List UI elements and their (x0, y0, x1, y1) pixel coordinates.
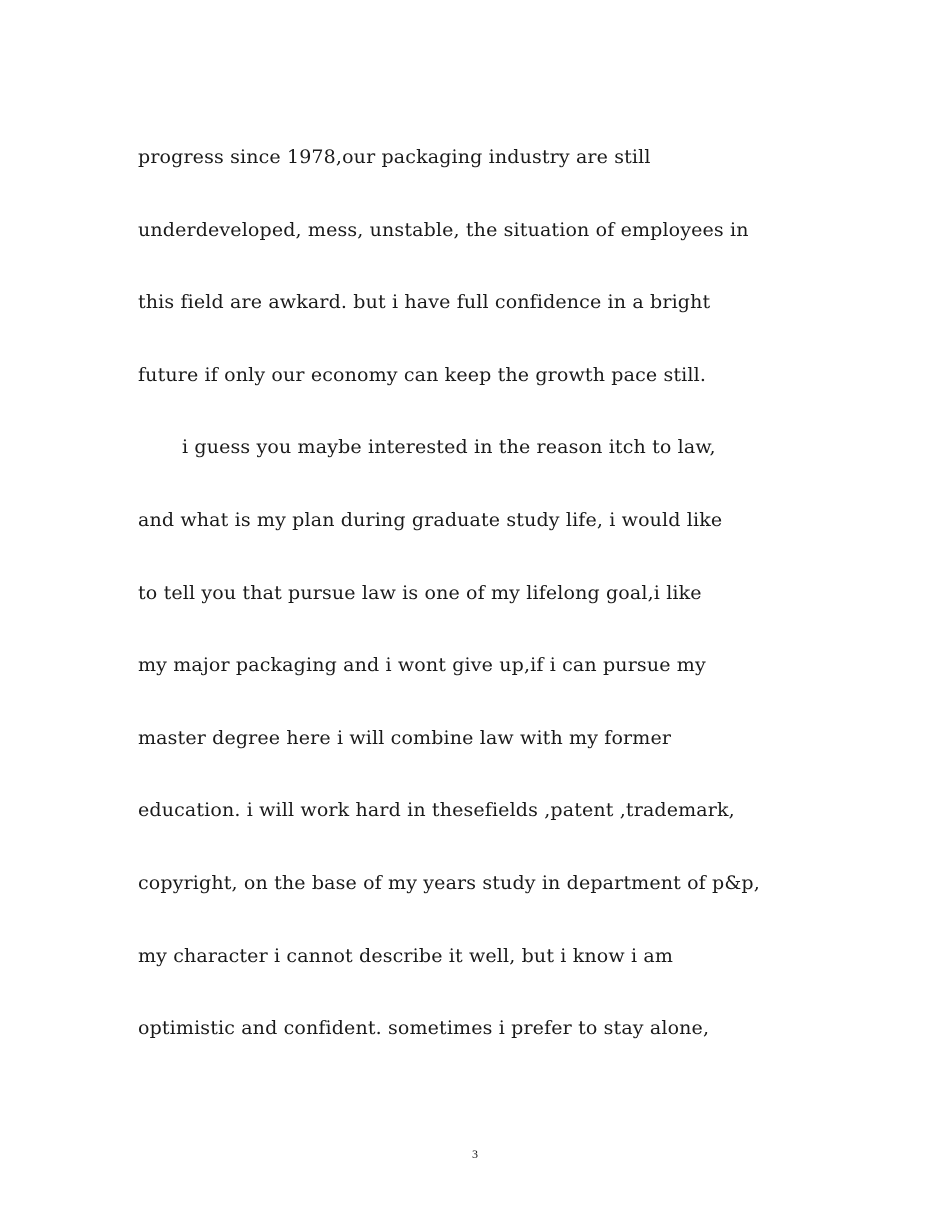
text-line: and what is my plan during graduate study life, i would like (138, 508, 723, 531)
text-line: copyright, on the base of my years study in department of p&p, (138, 871, 760, 894)
page-number: 3 (472, 1147, 478, 1161)
paragraph-first-line: i guess you maybe interested in the reason itch to law, (182, 436, 716, 459)
text-line: optimistic and confident. sometimes i prefer to stay alone, (138, 1017, 710, 1040)
text-line: education. i will work hard in thesefields ,patent ,trademark, (138, 799, 735, 822)
body-text (138, 140, 828, 1084)
text-line: to tell you that pursue law is one of my lifelong goal,i like (138, 581, 702, 604)
text-line: my character i cannot describe it well, but i know i am (138, 944, 674, 967)
text-line: this field are awkard. but i have full confidence in a bright (138, 291, 711, 314)
text-line: progress since 1978,our packaging industry are still (138, 146, 651, 168)
text-line: my major packaging and i wont give up,if i can pursue my (138, 654, 706, 677)
text-line: future if only our economy can keep the growth pace still. (138, 363, 707, 386)
text-line: master degree here i will combine law with my former (138, 726, 672, 749)
text-line: underdeveloped, mess, unstable, the situation of employees in (138, 218, 749, 241)
